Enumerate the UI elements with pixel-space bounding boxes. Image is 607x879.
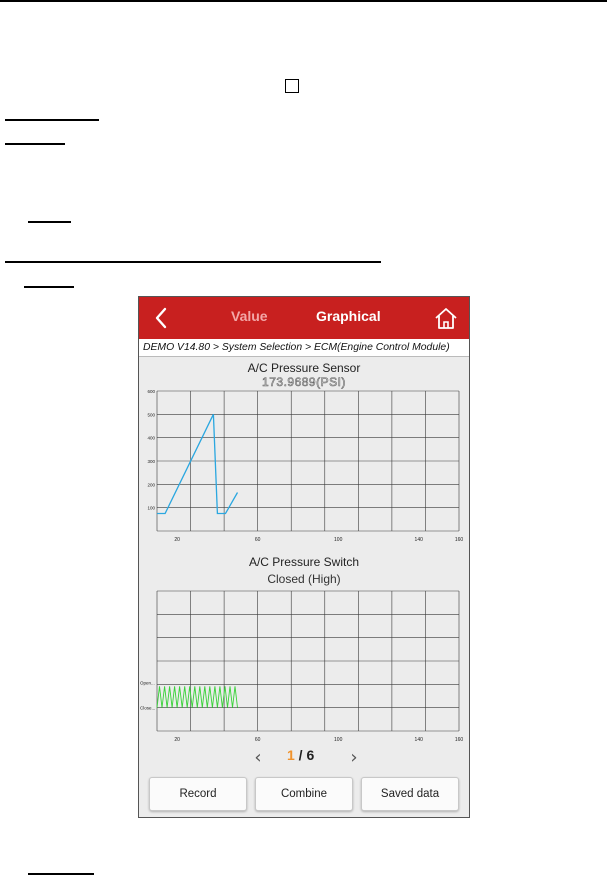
pressure-sensor-chart: [139, 387, 470, 547]
underline-rule: [24, 286, 74, 288]
pressure-sensor-reading: 173.9689(PSI): [262, 375, 346, 389]
x-tick-label: 100: [334, 737, 343, 743]
y-tick-label: 300: [147, 459, 155, 464]
next-page-button[interactable]: [343, 745, 365, 769]
series-line: [157, 414, 238, 513]
pressure-switch-chart: [139, 587, 470, 747]
x-tick-label: 160: [454, 737, 464, 743]
chevron-right-icon: ›: [350, 746, 358, 768]
breadcrumb: DEMO V14.80 > System Selection > ECM(Engine Control Module): [139, 339, 469, 357]
device-screen: [138, 296, 470, 818]
underline-rule: [28, 873, 94, 875]
tab-value[interactable]: Value: [231, 308, 268, 324]
top-bar: [139, 297, 469, 339]
chevron-left-icon: [147, 303, 177, 333]
x-tick-label: 100: [334, 537, 343, 543]
page-current: 1: [287, 747, 295, 763]
y-label-close: Close...: [140, 705, 156, 711]
chart-title-pressure-switch: A/C Pressure Switch: [248, 555, 360, 569]
y-tick-label: 100: [147, 505, 155, 511]
x-tick-label: 140: [414, 537, 423, 543]
record-button[interactable]: Record: [149, 777, 247, 811]
combine-button[interactable]: Combine: [255, 777, 353, 811]
x-tick-label: 60: [254, 737, 261, 743]
checkbox[interactable]: [285, 79, 299, 93]
y-tick-label: 200: [147, 482, 155, 488]
x-tick-label: 140: [414, 737, 423, 743]
underline-rule: [5, 119, 99, 121]
page-top-rule: [0, 0, 607, 2]
tab-graphical[interactable]: Graphical: [316, 308, 381, 324]
x-tick-label: 160: [454, 537, 464, 543]
pager: [139, 745, 469, 769]
prev-page-button[interactable]: [247, 745, 269, 769]
back-button[interactable]: [147, 303, 177, 333]
page-counter: [287, 747, 314, 763]
x-tick-label: 20: [174, 537, 180, 543]
y-tick-label: 500: [147, 412, 155, 418]
home-button[interactable]: [431, 303, 461, 333]
x-tick-label: 20: [174, 737, 180, 743]
pressure-switch-state: Closed (High): [267, 572, 341, 586]
saved-data-button[interactable]: Saved data: [361, 777, 459, 811]
page-separator: /: [294, 747, 307, 763]
underline-rule: [28, 221, 71, 223]
chevron-left-icon: ‹: [254, 746, 262, 768]
home-icon: [431, 303, 461, 333]
y-tick-label: 600: [147, 389, 155, 394]
y-tick-label: 400: [147, 435, 155, 441]
underline-rule: [5, 261, 381, 263]
chart-title-pressure-sensor: A/C Pressure Sensor: [247, 361, 361, 375]
y-label-open: Open...: [140, 680, 155, 686]
x-tick-label: 60: [254, 537, 261, 543]
page-total: 6: [306, 747, 315, 763]
switch-series-line: [157, 686, 238, 707]
underline-rule: [5, 143, 65, 145]
